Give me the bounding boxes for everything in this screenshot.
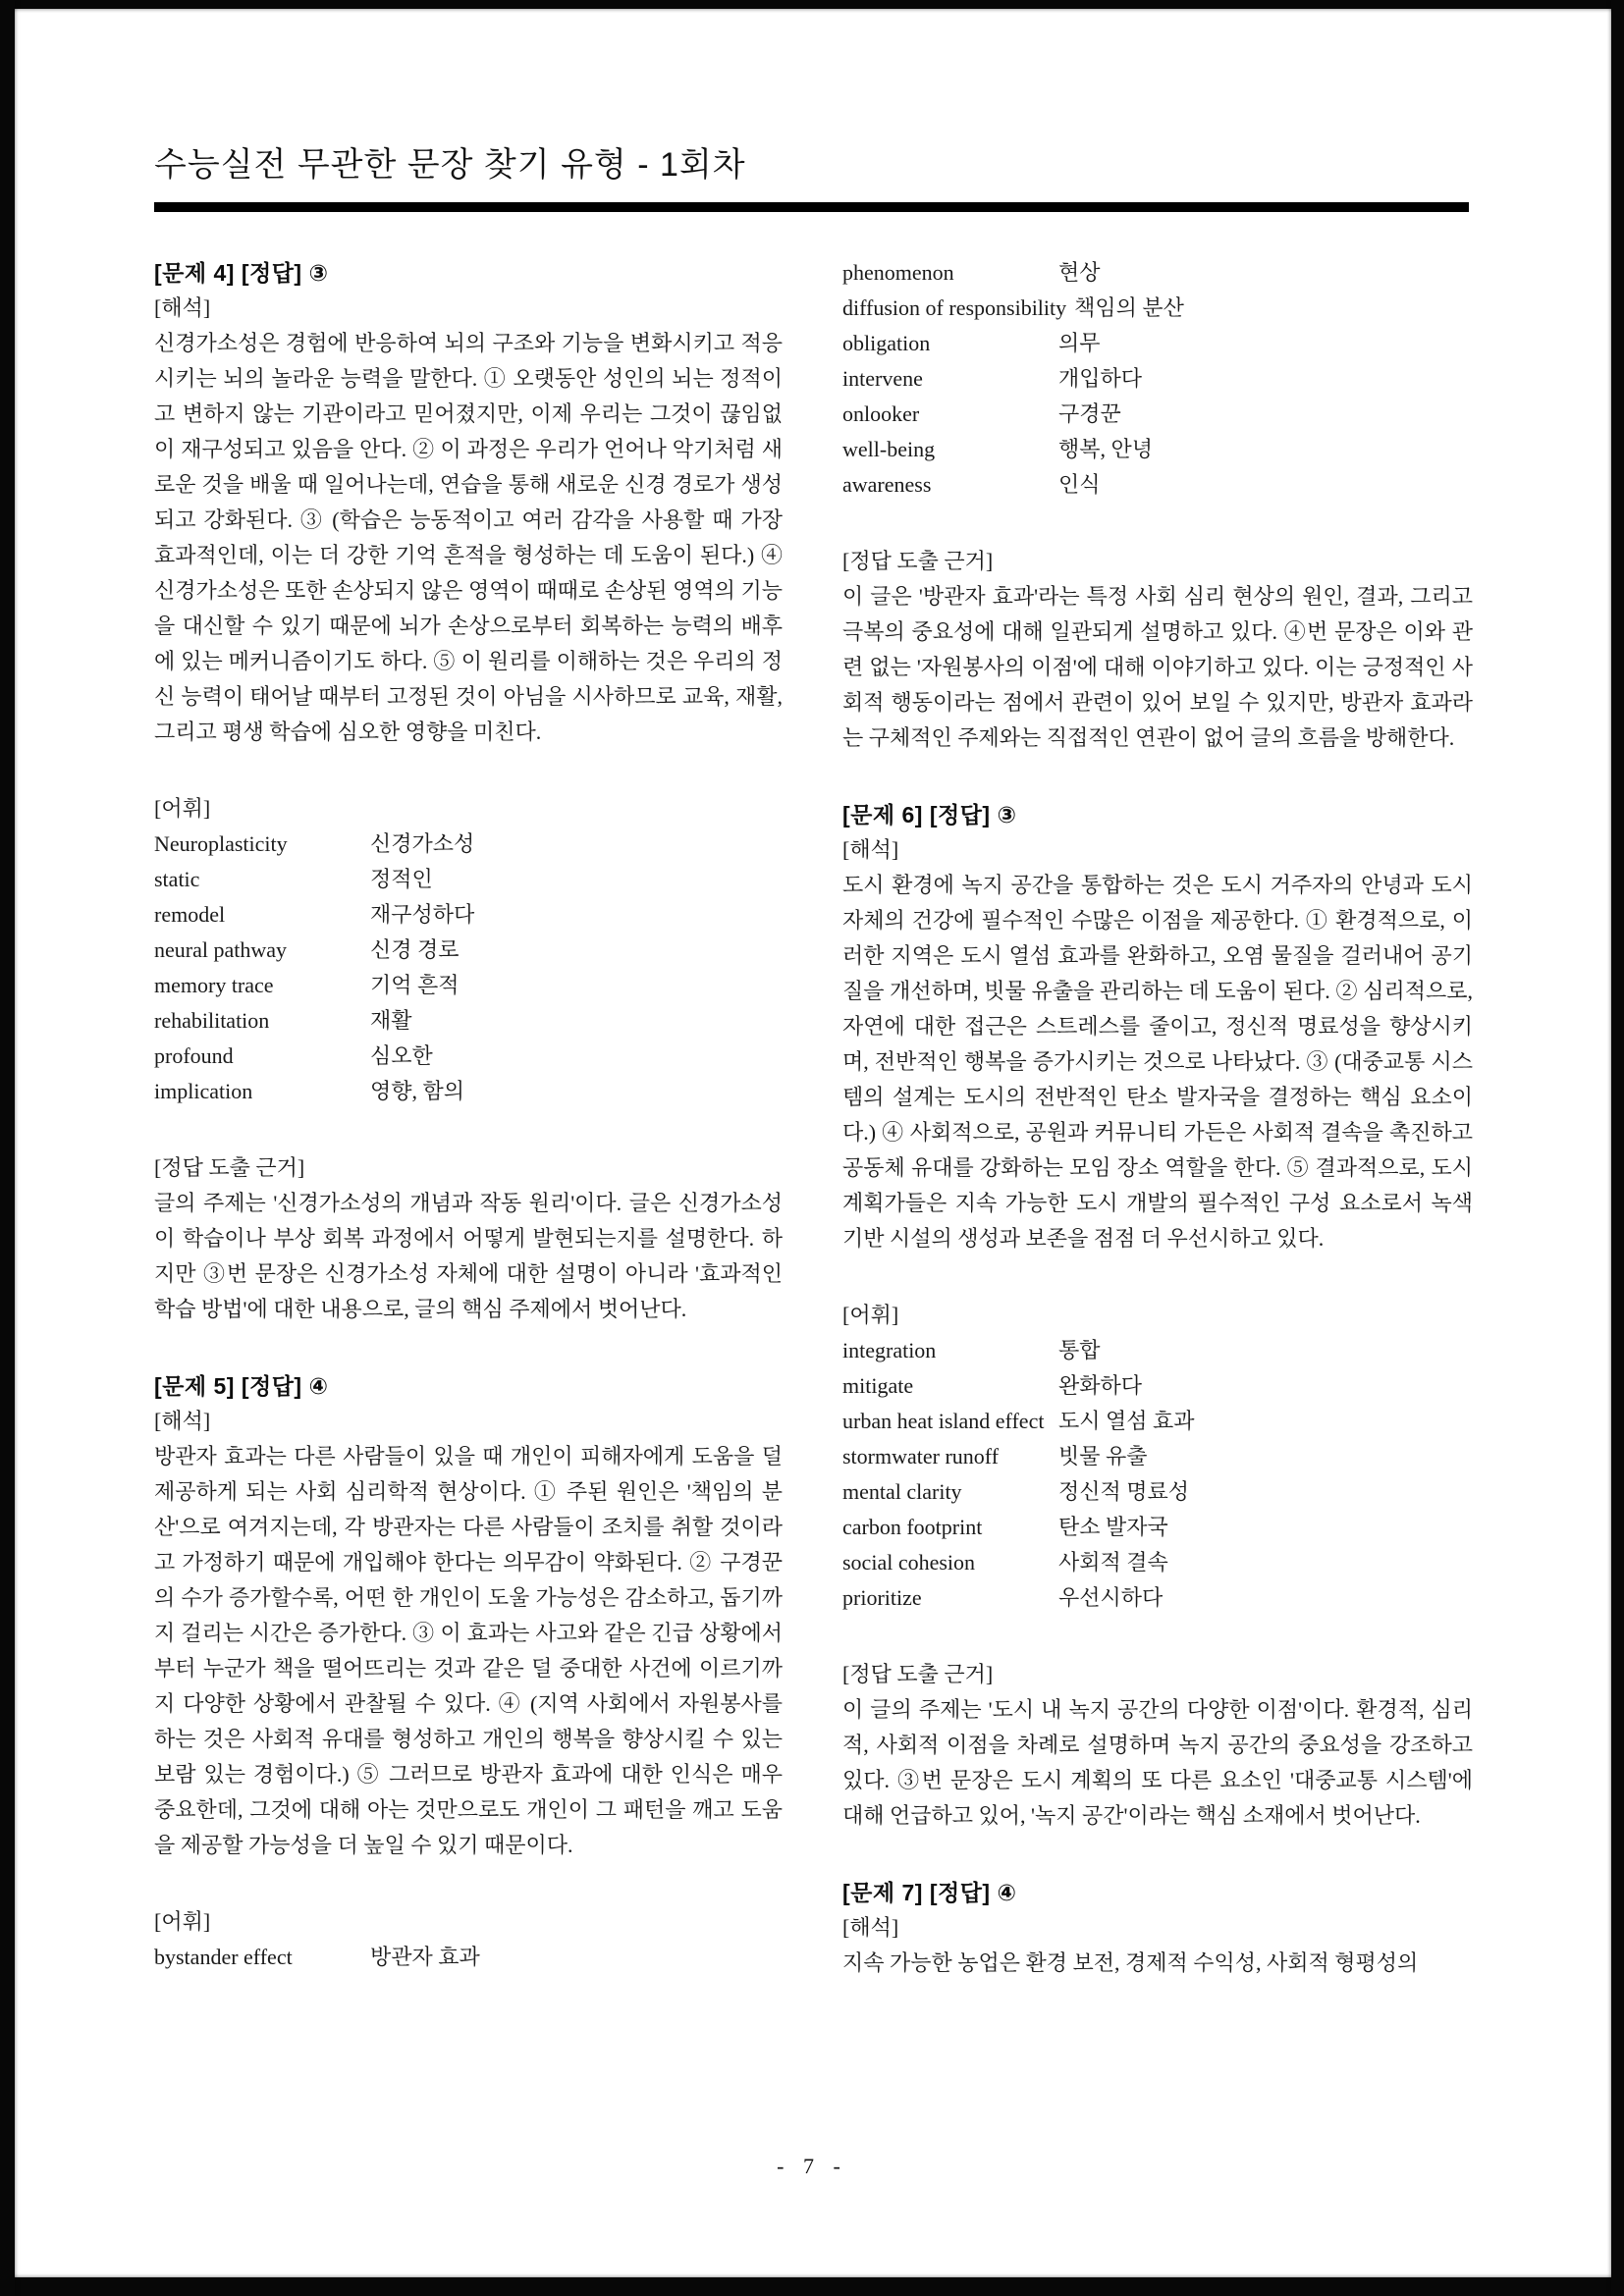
vocab-meaning: 탄소 발자국 [1058,1515,1168,1539]
vocab-word: memory trace [154,973,274,997]
vocab-meaning: 의무 [1058,331,1101,355]
vocab-meaning: 정신적 명료성 [1058,1479,1190,1504]
vocab-meaning: 신경 경로 [370,937,460,962]
vocab-row [154,1940,783,1975]
problem-heading: [문제 6] [정답] ③ [842,802,1017,828]
page-title: 수능실전 무관한 문장 찾기 유형 - 1회차 [154,146,746,184]
body-paragraph: 신경가소성은 경험에 반응하여 뇌의 구조와 기능을 변화시키고 적응시키는 뇌의 놀라운 능력을 말한다. ① 오랫동안 성인의 뇌는 정적이고 변하지 않는 기관이라고 믿어졌지만, 이제 우리는 그것이 끊임없이 재구성되고 있음을 안다. ② 이 과정은 우리가 언어나 악기처럼 새로운 것을 배울 때 일어나는데, 연습을 통해 새로운 신경 경로가 생성되고 강화된다. ③ (학습은 능동적이고 여러 감각을 사용할 때 가장 효과적인데, 이는 더 강한 기억 흔적을 형성하는 데 도움이 된다.) ④ 신경가소성은 또한 손상되지 않은 영역이 때때로 손상된 영역의 기능을 대신할 수 있기 때문에 뇌가 손상으로부터 회복하는 능력의 배후에 있는 메커니즘이기도 하다. ⑤ 이 원리를 이해하는 것은 우리의 정신 능력이 태어날 때부터 고정된 것이 아님을 시사하므로 교육, 재활, 그리고 평생 학습에 심오한 영향을 미친다. [154,331,783,744]
page-number: - 7 - [777,2154,847,2178]
vocab-row [842,326,1473,361]
vocab-row [154,968,783,1003]
page-border-left [0,0,15,2296]
vocab-row [842,1439,1473,1474]
vocab-meaning: 정적인 [370,867,433,891]
vocab-meaning: 영향, 함의 [370,1079,465,1103]
vocab-word: carbon footprint [842,1515,983,1539]
title-rule [154,202,1469,212]
vocab-meaning: 현상 [1058,260,1101,285]
vocab-row [842,291,1473,326]
vocab-list [154,827,783,1109]
vocab-word: implication [154,1079,253,1103]
vocab-meaning: 책임의 분산 [1074,295,1184,320]
vocab-word: intervene [842,366,923,391]
section-label: [정답 도출 근거] [842,1662,994,1686]
vocab-word: mental clarity [842,1479,962,1504]
vocab-word: social cohesion [842,1550,976,1575]
vocab-row [842,1580,1473,1616]
vocab-word: diffusion of responsibility [842,295,1067,320]
body-paragraph: 도시 환경에 녹지 공간을 통합하는 것은 도시 거주자의 안녕과 도시 자체의 건강에 필수적인 수많은 이점을 제공한다. ① 환경적으로, 이러한 지역은 도시 열섬 효과를 완화하고, 오염 물질을 걸러내어 공기 질을 개선하며, 빗물 유출을 관리하는 데 도움이 된다. ② 심리적으로, 자연에 대한 접근은 스트레스를 줄이고, 정신적 명료성을 향상시키며, 전반적인 행복을 증가시키는 것으로 나타났다. ③ (대중교통 시스템의 설계는 도시의 전반적인 탄소 발자국을 결정하는 핵심 요소이다.) ④ 사회적으로, 공원과 커뮤니티 가든은 사회적 결속을 촉진하고 공동체 유대를 강화하는 모임 장소 역할을 한다. ⑤ 결과적으로, 도시 계획가들은 지속 가능한 도시 개발의 필수적인 구성 요소로서 녹색 기반 시설의 생성과 보존을 점점 더 우선시하고 있다. [842,873,1473,1251]
vocab-meaning: 도시 열섬 효과 [1058,1409,1195,1433]
section-label: [정답 도출 근거] [154,1155,305,1180]
vocab-row [842,255,1473,291]
column-right [842,255,1473,1981]
page-border-bottom [0,2277,1624,2296]
vocab-row [842,467,1473,503]
vocab-word: prioritize [842,1585,922,1610]
vocab-row [154,862,783,897]
section-label: [해석] [842,837,899,862]
vocab-word: mitigate [842,1373,914,1398]
problem-heading: [문제 5] [정답] ④ [154,1373,329,1399]
vocab-meaning: 구경꾼 [1058,401,1121,426]
vocab-row [154,1074,783,1109]
vocab-meaning: 우선시하다 [1058,1585,1164,1610]
vocab-meaning: 방관자 효과 [370,1945,480,1969]
vocab-row [842,1333,1473,1368]
problem-heading: [문제 7] [정답] ④ [842,1880,1017,1905]
vocab-meaning: 기억 흔적 [370,973,460,997]
section-label: [어휘] [154,1909,211,1934]
page-border-right [1611,0,1624,2296]
vocab-word: remodel [154,902,226,927]
vocab-meaning: 사회적 결속 [1058,1550,1168,1575]
body-paragraph: 지속 가능한 농업은 환경 보전, 경제적 수익성, 사회적 형평성의 [842,1950,1419,1975]
vocab-word: onlooker [842,401,920,426]
vocab-list [154,1940,783,1975]
section-label: [정답 도출 근거] [842,549,994,573]
vocab-word: awareness [842,472,932,497]
problem-heading: [문제 4] [정답] ③ [154,260,329,286]
vocab-row [842,1474,1473,1510]
vocab-row [154,933,783,968]
column-left [154,255,783,1975]
section-label: [해석] [842,1915,899,1940]
vocab-row [154,897,783,933]
vocab-meaning: 행복, 안녕 [1058,437,1154,461]
vocab-word: obligation [842,331,931,355]
vocab-word: profound [154,1043,234,1068]
vocab-word: neural pathway [154,937,287,962]
section-label: [해석] [154,1409,211,1433]
vocab-word: bystander effect [154,1945,293,1969]
vocab-row [842,361,1473,397]
vocab-word: urban heat island effect [842,1409,1045,1433]
vocab-meaning: 신경가소성 [370,831,475,856]
body-paragraph: 글의 주제는 '신경가소성의 개념과 작동 원리'이다. 글은 신경가소성이 학습이나 부상 회복 과정에서 어떻게 발현되는지를 설명한다. 하지만 ③번 문장은 신경가소성 자체에 대한 설명이 아니라 '효과적인 학습 방법'에 대한 내용으로, 글의 핵심 주제에서 벗어난다. [154,1191,783,1321]
vocab-meaning: 인식 [1058,472,1101,497]
vocab-meaning: 빗물 유출 [1058,1444,1148,1468]
vocab-row [154,1039,783,1074]
vocab-list [842,1333,1473,1616]
vocab-row [842,1510,1473,1545]
vocab-meaning: 심오한 [370,1043,433,1068]
vocab-meaning: 개입하다 [1058,366,1143,391]
body-paragraph: 이 글은 '방관자 효과'라는 특정 사회 심리 현상의 원인, 결과, 그리고 극복의 중요성에 대해 일관되게 설명하고 있다. ④번 문장은 이와 관련 없는 '자원봉사의 이점'에 대해 이야기하고 있다. 이는 긍정적인 사회적 행동이라는 점에서 관련이 있어 보일 수 있지만, 방관자 효과라는 구체적인 주제와는 직접적인 연관이 없어 글의 흐름을 방해한다. [842,584,1473,750]
vocab-row [842,397,1473,432]
vocab-row [842,1404,1473,1439]
body-paragraph: 방관자 효과는 다른 사람들이 있을 때 개인이 피해자에게 도움을 덜 제공하게 되는 사회 심리학적 현상이다. ① 주된 원인은 '책임의 분산'으로 여겨지는데, 각 방관자는 다른 사람들이 조치를 취할 것이라고 가정하기 때문에 개입해야 한다는 의무감이 약화된다. ② 구경꾼의 수가 증가할수록, 어떤 한 개인이 도울 가능성은 감소하고, 돕기까지 걸리는 시간은 증가한다. ③ 이 효과는 사고와 같은 긴급 상황에서부터 누군가 책을 떨어뜨리는 것과 같은 덜 중대한 사건에 이르기까지 다양한 상황에서 관찰될 수 있다. ④ (지역 사회에서 자원봉사를 하는 것은 사회적 유대를 형성하고 개인의 행복을 향상시킬 수 있는 보람 있는 경험이다.) ⑤ 그러므로 방관자 효과에 대한 인식은 매우 중요한데, 그것에 대해 아는 것만으로도 개인이 그 패턴을 깨고 도움을 제공할 가능성을 더 높일 수 있기 때문이다. [154,1444,783,1857]
vocab-word: integration [842,1338,937,1362]
vocab-meaning: 재활 [370,1008,412,1033]
vocab-meaning: 재구성하다 [370,902,475,927]
vocab-meaning: 완화하다 [1058,1373,1143,1398]
vocab-word: phenomenon [842,260,954,285]
section-label: [어휘] [154,796,211,821]
vocab-row [842,1368,1473,1404]
vocab-word: rehabilitation [154,1008,270,1033]
section-label: [해석] [154,295,211,320]
vocab-row [842,1545,1473,1580]
vocab-word: static [154,867,200,891]
section-label: [어휘] [842,1303,899,1327]
vocab-word: stormwater runoff [842,1444,1000,1468]
vocab-word: well-being [842,437,936,461]
vocab-row [154,827,783,862]
vocab-word: Neuroplasticity [154,831,288,856]
body-paragraph: 이 글의 주제는 '도시 내 녹지 공간의 다양한 이점'이다. 환경적, 심리적, 사회적 이점을 차례로 설명하며 녹지 공간의 중요성을 강조하고 있다. ③번 문장은 도시 계획의 또 다른 요소인 '대중교통 시스템'에 대해 언급하고 있어, '녹지 공간'이라는 핵심 소재에서 벗어난다. [842,1697,1473,1828]
page-border-top [0,0,1624,9]
vocab-meaning: 통합 [1058,1338,1101,1362]
vocab-list [842,255,1473,503]
vocab-row [842,432,1473,467]
vocab-row [154,1003,783,1039]
